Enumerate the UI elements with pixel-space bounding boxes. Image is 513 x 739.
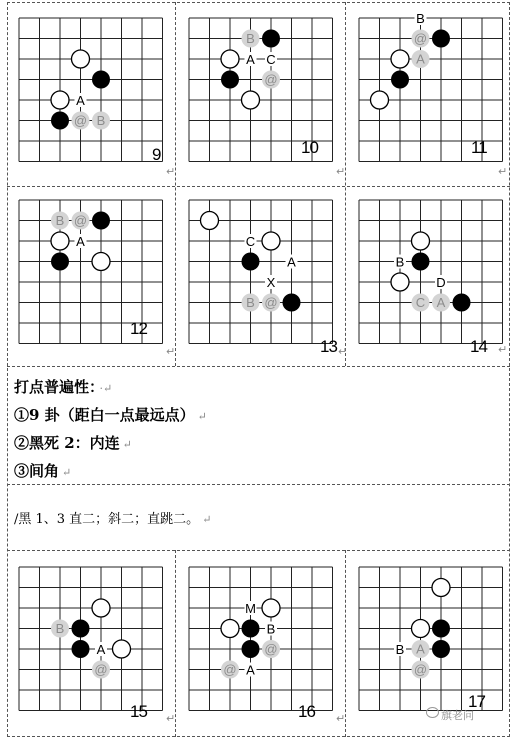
black-stone bbox=[432, 620, 450, 638]
point-label: C bbox=[245, 234, 256, 249]
return-mark: ·↵ bbox=[99, 382, 113, 395]
return-mark: ↵ bbox=[498, 165, 508, 178]
diagram-number: 15 bbox=[130, 702, 147, 721]
stone-label: @ bbox=[73, 213, 88, 228]
white-stone bbox=[51, 232, 69, 250]
stone-label: A bbox=[416, 51, 425, 67]
notes-item-2 bbox=[14, 430, 207, 458]
black-stone bbox=[242, 640, 260, 658]
black-stone bbox=[92, 71, 110, 89]
black-stone bbox=[262, 30, 280, 48]
white-stone bbox=[113, 640, 131, 658]
white-stone bbox=[412, 232, 430, 250]
go-board bbox=[178, 5, 346, 185]
notes-item-text: ①9 卦（距白一点最远点） bbox=[14, 406, 195, 424]
diagram-number: 17 bbox=[468, 692, 485, 711]
column-divider bbox=[345, 550, 346, 737]
return-mark: ↵ bbox=[166, 712, 176, 725]
column-divider bbox=[175, 550, 176, 737]
point-label: B bbox=[266, 621, 276, 637]
white-stone bbox=[72, 50, 90, 68]
go-board bbox=[8, 187, 176, 367]
white-stone bbox=[432, 579, 450, 597]
column-divider bbox=[345, 2, 346, 366]
go-diagram-11 bbox=[348, 5, 513, 185]
point-label: A bbox=[246, 662, 255, 678]
point-label: A bbox=[246, 52, 255, 67]
notes-block bbox=[14, 374, 207, 486]
stone-label: @ bbox=[264, 72, 278, 87]
black-stone bbox=[453, 294, 471, 312]
point-label: D bbox=[436, 275, 446, 290]
stone-label: A bbox=[436, 295, 446, 310]
stone-label: @ bbox=[223, 662, 237, 677]
white-stone bbox=[51, 91, 69, 109]
go-board bbox=[348, 187, 513, 367]
point-label: C bbox=[266, 52, 276, 67]
white-stone bbox=[391, 50, 409, 68]
go-board bbox=[348, 5, 513, 185]
diagram-number: 16 bbox=[298, 702, 315, 721]
black-stone bbox=[432, 30, 450, 48]
notes-item-3 bbox=[14, 458, 207, 486]
go-diagram-14 bbox=[348, 187, 513, 367]
black-stone bbox=[51, 253, 69, 271]
point-label: B bbox=[416, 11, 425, 26]
go-diagram-16 bbox=[178, 554, 346, 734]
go-diagram-15 bbox=[8, 554, 176, 734]
black-stone bbox=[92, 212, 110, 230]
white-stone bbox=[92, 599, 110, 617]
stone-label: @ bbox=[413, 662, 428, 677]
stone-label: B bbox=[246, 295, 255, 310]
point-label: X bbox=[266, 275, 276, 290]
return-mark: ↵ bbox=[166, 345, 176, 358]
black-stone bbox=[242, 620, 260, 638]
white-stone bbox=[201, 212, 219, 230]
point-label: B bbox=[395, 642, 405, 657]
go-board bbox=[178, 554, 346, 734]
return-mark: ↵ bbox=[122, 438, 132, 451]
point-label: A bbox=[287, 254, 296, 270]
white-stone bbox=[221, 620, 239, 638]
watermark: 旗老问 bbox=[441, 709, 474, 722]
black-stone bbox=[72, 620, 90, 638]
black-stone bbox=[283, 294, 301, 312]
go-diagram-12 bbox=[8, 187, 176, 367]
comment-text: /黑 1、3 直二；斜二；直跳二。 bbox=[14, 512, 200, 527]
return-mark: ↵ bbox=[498, 343, 508, 356]
black-stone bbox=[432, 640, 450, 658]
row-divider bbox=[7, 550, 510, 551]
black-stone bbox=[391, 71, 409, 89]
return-mark: ↵ bbox=[166, 165, 176, 178]
black-stone bbox=[51, 112, 69, 130]
notes-item-1 bbox=[14, 402, 207, 430]
wechat-icon bbox=[426, 707, 439, 718]
stone-label: B bbox=[55, 621, 65, 636]
point-label: M bbox=[245, 601, 256, 616]
notes-heading-text: 打点普遍性： bbox=[14, 378, 97, 396]
return-mark: ↵ bbox=[336, 712, 346, 725]
stone-label: @ bbox=[413, 31, 428, 46]
go-board bbox=[8, 5, 176, 185]
go-diagram-10 bbox=[178, 5, 346, 185]
stone-label: @ bbox=[94, 662, 108, 677]
stone-label: C bbox=[415, 295, 426, 310]
white-stone bbox=[371, 91, 389, 109]
return-mark: ↵ bbox=[62, 466, 72, 479]
black-stone bbox=[72, 640, 90, 658]
column-divider bbox=[175, 2, 176, 366]
stone-label: B bbox=[55, 213, 65, 228]
black-stone bbox=[242, 253, 260, 271]
go-diagram-13 bbox=[178, 187, 348, 367]
black-stone bbox=[221, 71, 239, 89]
return-mark: ↵ bbox=[336, 165, 346, 178]
return-mark: ↵ bbox=[202, 513, 212, 526]
go-board bbox=[8, 554, 176, 734]
white-stone bbox=[391, 273, 409, 291]
return-mark: ↵ bbox=[197, 410, 207, 423]
point-label: B bbox=[395, 254, 405, 270]
white-stone bbox=[221, 50, 239, 68]
stone-label: @ bbox=[73, 113, 88, 128]
notes-item-text: ②黑死 2：内连 bbox=[14, 434, 120, 452]
stone-label: @ bbox=[264, 641, 278, 657]
white-stone bbox=[262, 599, 280, 617]
diagram-number: 10 bbox=[301, 138, 318, 157]
diagram-number: 12 bbox=[130, 319, 147, 338]
stone-label: A bbox=[416, 641, 425, 657]
point-label: A bbox=[76, 93, 85, 108]
white-stone bbox=[262, 232, 280, 250]
white-stone bbox=[412, 620, 430, 638]
return-mark: ↵ bbox=[338, 345, 348, 358]
diagram-number: 9 bbox=[152, 145, 161, 164]
point-label: A bbox=[96, 642, 106, 657]
go-diagram-9 bbox=[8, 5, 176, 185]
stone-label: @ bbox=[264, 295, 278, 310]
comment-line bbox=[14, 508, 211, 527]
white-stone bbox=[92, 253, 110, 271]
black-stone bbox=[412, 253, 430, 271]
stone-label: B bbox=[96, 113, 106, 128]
diagram-number: 11 bbox=[471, 138, 487, 157]
diagram-number: 13 bbox=[320, 337, 337, 356]
point-label: A bbox=[76, 234, 85, 249]
notes-item-text: ③间角 bbox=[14, 462, 60, 480]
diagram-number: 14 bbox=[470, 337, 487, 356]
go-board bbox=[178, 187, 343, 367]
notes-heading bbox=[14, 374, 207, 402]
white-stone bbox=[242, 91, 260, 109]
stone-label: B bbox=[246, 31, 255, 46]
